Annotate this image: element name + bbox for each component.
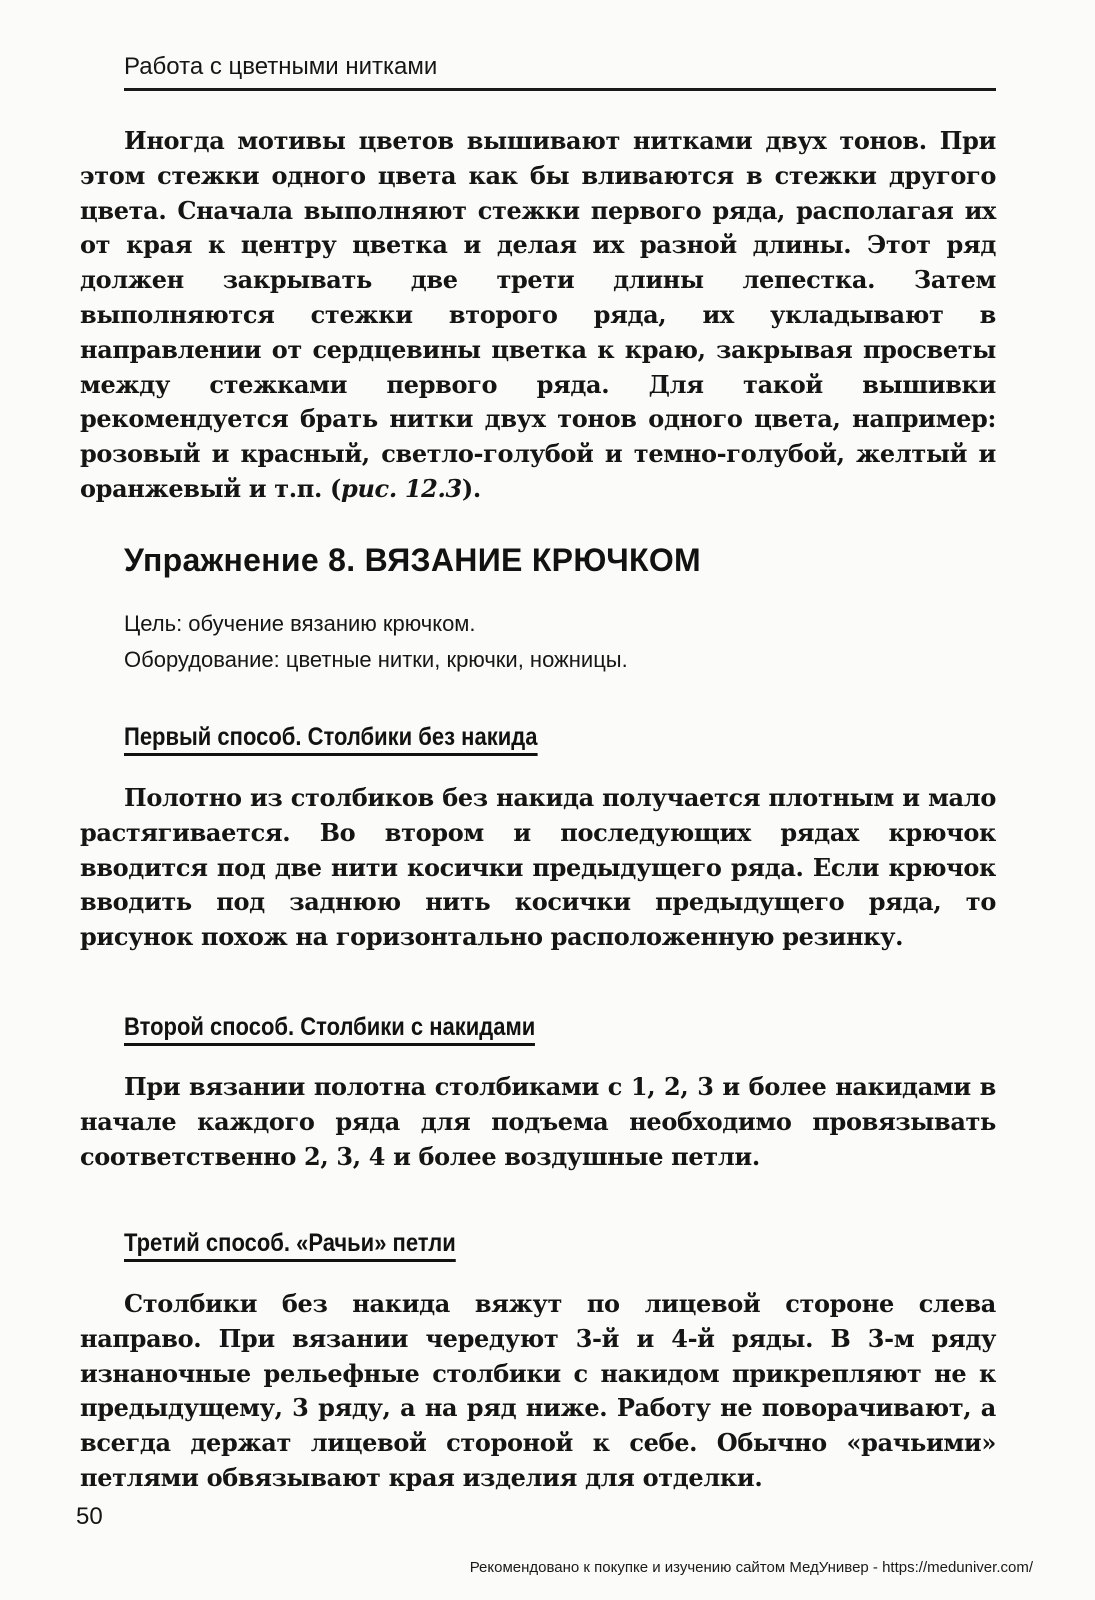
exercise-equipment: Оборудование: цветные нитки, крючки, ножницы. [124, 647, 628, 672]
method-2-text: При вязании полотна столбиками с 1, 2, 3 и более накидами в начале каждого ряда для подъема необходимо провязывать соответственно 2, 3, 4 и более воздушные петли. [80, 1072, 996, 1171]
intro-closing: ). [461, 473, 481, 503]
exercise-title: Упражнение 8. ВЯЗАНИЕ КРЮЧКОМ [124, 542, 701, 578]
method-1-text: Полотно из столбиков без накида получается плотным и мало растягивается. Во втором и последующих рядах крючок вводится под две нити косички предыдущего ряда. Если крючок вводить под заднюю нить косички предыдущего ряда, то рисунок похож на горизонтально расположенную резинку. [80, 783, 996, 952]
method-2-heading: Второй способ. Столбики с накидами [124, 1012, 535, 1046]
method-3-heading: Третий способ. «Рачьи» петли [124, 1228, 456, 1262]
page-number: 50 [76, 1503, 103, 1530]
running-head: Работа с цветными нитками [124, 53, 438, 80]
figure-reference: рис. 12.3 [341, 473, 462, 503]
exercise-goal: Цель: обучение вязанию крючком. [124, 611, 476, 636]
header-rule [124, 88, 996, 91]
intro-paragraph [80, 124, 996, 507]
method-1-heading: Первый способ. Столбики без накида [124, 722, 537, 756]
footer-note: Рекомендовано к покупке и изучению сайтом МедУнивер - https://meduniver.com/ [469, 1559, 1033, 1576]
intro-text: Иногда мотивы цветов вышивают нитками двух тонов. При этом стежки одного цвета как бы вливаются в стежки другого цвета. Сначала выполняют стежки первого ряда, располагая их от края к центру цветка и делая их разной длины. Этот ряд должен закрывать две трети длины лепестка. Затем выполняются стежки второго ряда, их укладывают в направлении от сердцевины цветка к краю, закрывая просветы между стежками первого ряда. Для такой вышивки рекомендуется брать нитки двух тонов одного цвета, например: розовый и красный, светло-голубой и темно-голубой, желтый и оранжевый и т.п. ( [80, 126, 996, 503]
method-3-text: Столбики без накида вяжут по лицевой стороне слева направо. При вязании чередуют 3-й и 4-й ряды. В 3-м ряду изнаночные рельефные столбики с накидом прикрепляют не к предыдущему, 3 ряду, а на ряд ниже. Работу не поворачивают, а всегда держат лицевой стороной к себе. Обычно «рачьими» петлями обвязывают края изделия для отделки. [80, 1289, 996, 1492]
